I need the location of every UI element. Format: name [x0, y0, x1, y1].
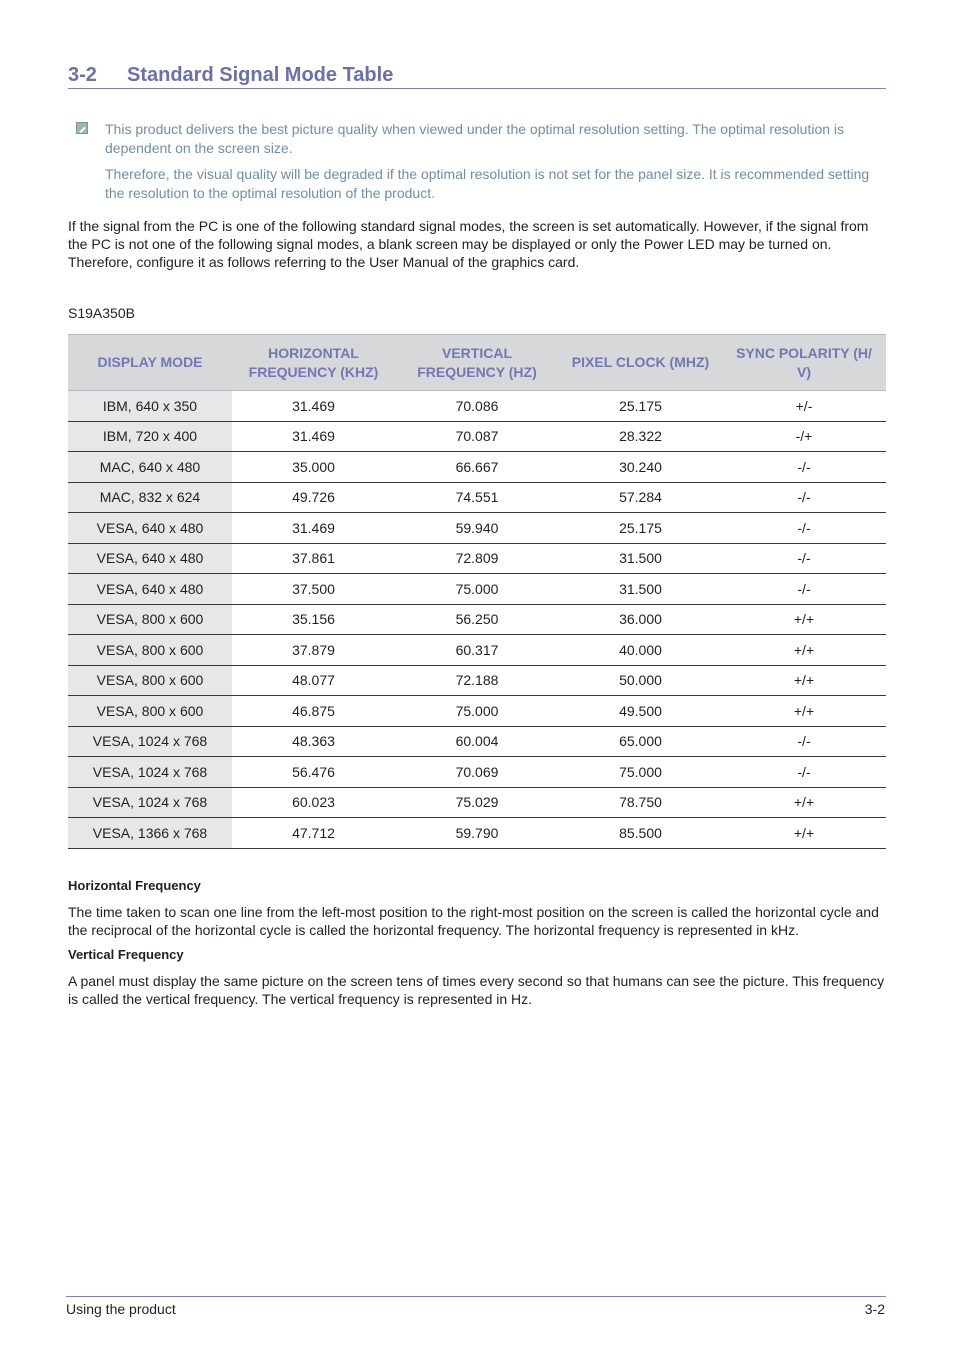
- note-pencil-icon: [76, 122, 88, 134]
- footer-page-number: 3-2: [864, 1301, 885, 1317]
- note-text-2: Therefore, the visual quality will be degraded if the optimal resolution is not set for the panel size. It is recommended setting the resolution to the optimal resolution of the product.: [105, 166, 870, 201]
- cell-sync-polarity: -/-: [722, 574, 886, 605]
- cell-pixel-clock: 85.500: [559, 818, 722, 849]
- cell-sync-polarity: +/+: [722, 604, 886, 635]
- cell-pixel-clock: 75.000: [559, 757, 722, 788]
- cell-horizontal-frequency: 31.469: [232, 513, 395, 544]
- definition-term-horizontal: Horizontal Frequency: [68, 878, 201, 893]
- cell-vertical-frequency: 60.004: [395, 726, 559, 757]
- cell-display-mode: MAC, 832 x 624: [68, 482, 232, 513]
- section-title: Standard Signal Mode Table: [127, 64, 394, 86]
- table-row: [68, 665, 886, 696]
- cell-horizontal-frequency: 31.469: [232, 421, 395, 452]
- cell-display-mode: VESA, 640 x 480: [68, 543, 232, 574]
- cell-vertical-frequency: 72.188: [395, 665, 559, 696]
- table-row: [68, 513, 886, 544]
- cell-vertical-frequency: 75.000: [395, 696, 559, 727]
- table-row: [68, 543, 886, 574]
- cell-pixel-clock: 36.000: [559, 604, 722, 635]
- table-row: [68, 452, 886, 483]
- cell-display-mode: VESA, 800 x 600: [68, 665, 232, 696]
- cell-display-mode: VESA, 1024 x 768: [68, 726, 232, 757]
- cell-vertical-frequency: 70.069: [395, 757, 559, 788]
- header-horizontal-frequency: HORIZONTAL FREQUENCY (KHZ): [232, 335, 395, 391]
- cell-horizontal-frequency: 48.077: [232, 665, 395, 696]
- table-row: [68, 421, 886, 452]
- table-row: [68, 391, 886, 422]
- cell-horizontal-frequency: 60.023: [232, 787, 395, 818]
- cell-horizontal-frequency: 49.726: [232, 482, 395, 513]
- cell-horizontal-frequency: 56.476: [232, 757, 395, 788]
- definition-term-vertical: Vertical Frequency: [68, 947, 184, 962]
- cell-vertical-frequency: 72.809: [395, 543, 559, 574]
- note-text-1: This product delivers the best picture quality when viewed under the optimal resolution setting. The optimal resolution is dependent on the screen size.: [105, 121, 845, 156]
- header-pixel-clock: PIXEL CLOCK (MHZ): [559, 335, 722, 391]
- cell-sync-polarity: -/-: [722, 757, 886, 788]
- cell-pixel-clock: 31.500: [559, 574, 722, 605]
- cell-vertical-frequency: 59.790: [395, 818, 559, 849]
- cell-sync-polarity: -/-: [722, 513, 886, 544]
- cell-vertical-frequency: 66.667: [395, 452, 559, 483]
- table-row: [68, 726, 886, 757]
- cell-pixel-clock: 31.500: [559, 543, 722, 574]
- cell-pixel-clock: 78.750: [559, 787, 722, 818]
- cell-horizontal-frequency: 47.712: [232, 818, 395, 849]
- cell-vertical-frequency: 70.086: [395, 391, 559, 422]
- table-row: [68, 604, 886, 635]
- cell-horizontal-frequency: 37.500: [232, 574, 395, 605]
- cell-display-mode: MAC, 640 x 480: [68, 452, 232, 483]
- cell-sync-polarity: -/+: [722, 421, 886, 452]
- cell-pixel-clock: 65.000: [559, 726, 722, 757]
- cell-vertical-frequency: 75.029: [395, 787, 559, 818]
- header-sync-polarity: SYNC POLARITY (H/ V): [722, 335, 886, 391]
- cell-vertical-frequency: 74.551: [395, 482, 559, 513]
- cell-horizontal-frequency: 31.469: [232, 391, 395, 422]
- header-vertical-frequency: VERTICAL FREQUENCY (HZ): [395, 335, 559, 391]
- footer-chapter: Using the product: [66, 1301, 176, 1317]
- section-heading: [68, 62, 886, 89]
- cell-pixel-clock: 40.000: [559, 635, 722, 666]
- cell-pixel-clock: 25.175: [559, 391, 722, 422]
- cell-display-mode: VESA, 1366 x 768: [68, 818, 232, 849]
- cell-horizontal-frequency: 37.861: [232, 543, 395, 574]
- cell-pixel-clock: 30.240: [559, 452, 722, 483]
- cell-display-mode: VESA, 640 x 480: [68, 513, 232, 544]
- cell-pixel-clock: 25.175: [559, 513, 722, 544]
- cell-pixel-clock: 28.322: [559, 421, 722, 452]
- cell-display-mode: VESA, 640 x 480: [68, 574, 232, 605]
- cell-display-mode: VESA, 800 x 600: [68, 696, 232, 727]
- table-row: [68, 482, 886, 513]
- section-number: 3-2: [68, 64, 97, 86]
- header-display-mode: DISPLAY MODE: [68, 335, 232, 391]
- table-row: [68, 787, 886, 818]
- cell-sync-polarity: +/+: [722, 787, 886, 818]
- cell-pixel-clock: 49.500: [559, 696, 722, 727]
- cell-pixel-clock: 50.000: [559, 665, 722, 696]
- table-header-row: [68, 335, 886, 391]
- table-row: [68, 696, 886, 727]
- cell-sync-polarity: +/+: [722, 696, 886, 727]
- cell-display-mode: VESA, 800 x 600: [68, 604, 232, 635]
- definition-text-horizontal: The time taken to scan one line from the left-most position to the right-most position on the screen is called the horizontal cycle and the reciprocal of the horizontal cycle is called the horizontal frequency. The horizontal frequency is represented in kHz.: [68, 904, 879, 938]
- cell-sync-polarity: -/-: [722, 452, 886, 483]
- cell-sync-polarity: -/-: [722, 482, 886, 513]
- cell-horizontal-frequency: 37.879: [232, 635, 395, 666]
- cell-sync-polarity: +/-: [722, 391, 886, 422]
- table-row: [68, 635, 886, 666]
- cell-vertical-frequency: 70.087: [395, 421, 559, 452]
- cell-horizontal-frequency: 35.156: [232, 604, 395, 635]
- cell-vertical-frequency: 60.317: [395, 635, 559, 666]
- cell-horizontal-frequency: 35.000: [232, 452, 395, 483]
- signal-mode-table: [68, 334, 886, 849]
- table-row: [68, 574, 886, 605]
- cell-horizontal-frequency: 46.875: [232, 696, 395, 727]
- cell-horizontal-frequency: 48.363: [232, 726, 395, 757]
- cell-vertical-frequency: 75.000: [395, 574, 559, 605]
- cell-sync-polarity: +/+: [722, 818, 886, 849]
- cell-vertical-frequency: 59.940: [395, 513, 559, 544]
- cell-sync-polarity: +/+: [722, 635, 886, 666]
- cell-display-mode: VESA, 1024 x 768: [68, 757, 232, 788]
- cell-display-mode: IBM, 640 x 350: [68, 391, 232, 422]
- cell-sync-polarity: -/-: [722, 726, 886, 757]
- cell-display-mode: VESA, 1024 x 768: [68, 787, 232, 818]
- cell-vertical-frequency: 56.250: [395, 604, 559, 635]
- cell-display-mode: IBM, 720 x 400: [68, 421, 232, 452]
- model-name: S19A350B: [68, 305, 135, 321]
- footer-divider: [66, 1296, 886, 1297]
- table-row: [68, 818, 886, 849]
- intro-paragraph: If the signal from the PC is one of the following standard signal modes, the screen is set automatically. However, if the signal from the PC is not one of the following signal modes, a blank screen may be displayed or only the Power LED may be turned on. Therefore, configure it as follows referring to the User Manual of the graphics card.: [68, 218, 869, 270]
- cell-pixel-clock: 57.284: [559, 482, 722, 513]
- table-row: [68, 757, 886, 788]
- cell-sync-polarity: +/+: [722, 665, 886, 696]
- cell-sync-polarity: -/-: [722, 543, 886, 574]
- definition-text-vertical: A panel must display the same picture on the screen tens of times every second so that humans can see the picture. This frequency is called the vertical frequency. The vertical frequency is represented in Hz.: [68, 973, 885, 1007]
- cell-display-mode: VESA, 800 x 600: [68, 635, 232, 666]
